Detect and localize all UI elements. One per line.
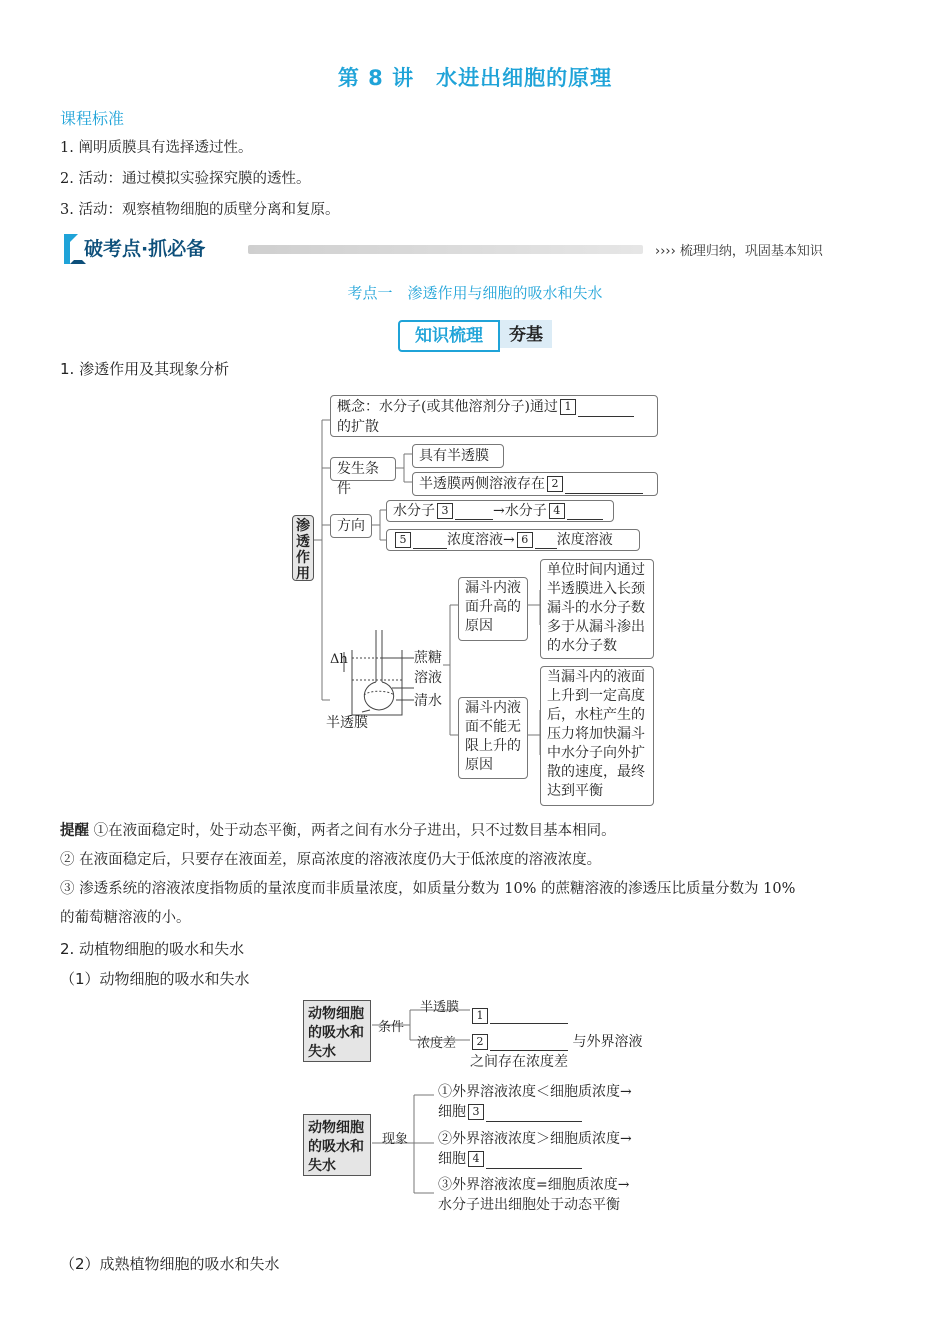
answer-blank [535,548,557,549]
zhishi-label: 知识梳理 [398,320,500,352]
answer-blank [578,416,634,417]
sucrose-label: 蔗糖溶液 [414,650,442,686]
condition-text: 与外界溶液 [572,1034,643,1050]
direction-text: 浓度溶液 [556,532,613,548]
condition-text: 之间存在浓度差 [470,1054,568,1070]
phenomenon-text: 水分子进出细胞处于动态平衡 [438,1197,620,1213]
direction-item-box [386,500,614,522]
tip-text: ③ 渗透系统的溶液浓度指物质的量浓度而非质量浓度，如质量分数为 10% 的蔗糖溶液的渗透压比质量分数为 10% [60,881,796,897]
blank-number: 4 [549,503,565,519]
rise-reason-box: 漏斗内液面升高的原因 [458,577,528,641]
membrane-label: 半透膜 [326,715,368,731]
arrow-icon: → [493,503,505,519]
concept-box [330,395,658,437]
page-title: 第 8 讲 水进出细胞的原理 [337,66,613,90]
water-label: 清水 [414,693,442,709]
direction-label-box: 方向 [330,514,372,538]
section-heading: 2. 动植物细胞的吸水和失水 [60,940,245,958]
direction-text: 浓度溶液 [447,532,503,548]
blank-number: 1 [560,399,576,415]
gradient-label: 浓度差 [417,1036,457,1051]
condition-item-box [412,472,658,496]
blank-number: 5 [395,532,411,548]
blank-number: 6 [517,532,533,548]
subsection-heading: （1）动物细胞的吸水和失水 [60,970,250,988]
condition-row [470,1031,642,1051]
animal-cell-box: 动物细胞的吸水和失水 [303,1114,371,1176]
stop-reason-box: 漏斗内液面不能无限上升的原因 [458,697,528,779]
zhishi-tag: 夯基 [500,320,552,348]
answer-blank [490,1023,568,1024]
delta-h-label: Δh [330,652,348,667]
blank-number: 2 [472,1034,488,1050]
condition-row [470,1008,568,1024]
tip-label: 提醒 [60,823,89,839]
phenomenon-label: 现象 [382,1132,409,1147]
answer-blank [486,1168,582,1169]
concept-tail: 的扩散 [337,419,379,435]
direction-item-box [386,529,640,551]
diagram-root-box: 渗透作用 [292,515,314,581]
phenomenon-item [438,1175,629,1215]
answer-blank [567,519,603,520]
phenomenon-item [438,1129,632,1169]
blank-number: 1 [472,1008,488,1024]
answer-blank [455,519,493,520]
standard-item: 2. 活动：通过模拟实验探究膜的透性。 [60,171,311,187]
answer-blank [486,1121,582,1122]
stop-explanation-box: 当漏斗内的液面上升到一定高度后，水柱产生的压力将加快漏斗中水分子向外扩散的速度，最终达到平衡 [540,666,654,806]
answer-blank [565,493,643,494]
condition-label: 条件 [378,1020,405,1035]
membrane-label: 半透膜 [420,1000,460,1015]
tip-text: 的葡萄糖溶液的小。 [60,910,191,926]
animal-cell-box: 动物细胞的吸水和失水 [303,1000,371,1062]
phenomenon-text: ③外界溶液浓度=细胞质浓度→ [438,1177,630,1193]
answer-blank [413,548,447,549]
tip-text: ② 在液面稳定后，只要存在液面差，原高浓度的溶液浓度仍大于低浓度的溶液浓度。 [60,852,602,868]
condition-label-box: 发生条件 [330,457,396,481]
subsection-heading: （2）成熟植物细胞的吸水和失水 [60,1255,280,1273]
condition-item-box: 具有半透膜 [412,444,504,468]
phenomenon-text: 细胞 [438,1104,466,1120]
arrow-icon: → [503,532,515,548]
condition-text: 半透膜两侧溶液存在 [419,476,545,492]
phenomenon-item [438,1082,632,1122]
phenomenon-text: 细胞 [438,1151,466,1167]
section-heading: 1. 渗透作用及其现象分析 [60,360,230,378]
kaodian-heading: 考点一 渗透作用与细胞的吸水和失水 [347,284,603,302]
standard-item: 1. 阐明质膜具有选择透过性。 [60,140,253,156]
standard-heading: 课程标准 [60,109,125,128]
direction-text: 水分子 [504,503,547,519]
tip-text: ①在液面稳定时，处于动态平衡，两者之间有水分子进出，只不过数目基本相同。 [93,823,616,839]
phenomenon-text: ②外界溶液浓度＞细胞质浓度→ [438,1131,632,1147]
banner-label: 破考点·抓必备 [84,238,206,260]
banner-subtitle: ›››› 梳理归纳，巩固基本知识 [655,244,823,259]
blank-number: 2 [547,476,563,492]
standard-item: 3. 活动：观察植物细胞的质壁分离和复原。 [60,202,340,218]
blank-number: 3 [437,503,453,519]
direction-text: 水分子 [393,503,435,519]
blank-number: 3 [468,1104,484,1120]
rise-explanation-box: 单位时间内通过半透膜进入长颈漏斗的水分子数多于从漏斗渗出的水分子数 [540,559,654,659]
tip-line [60,821,616,841]
blank-number: 4 [468,1151,484,1167]
concept-text: 概念：水分子(或其他溶剂分子)通过 [337,399,558,415]
banner-divider [248,245,643,254]
phenomenon-text: ①外界溶液浓度＜细胞质浓度→ [438,1084,632,1100]
